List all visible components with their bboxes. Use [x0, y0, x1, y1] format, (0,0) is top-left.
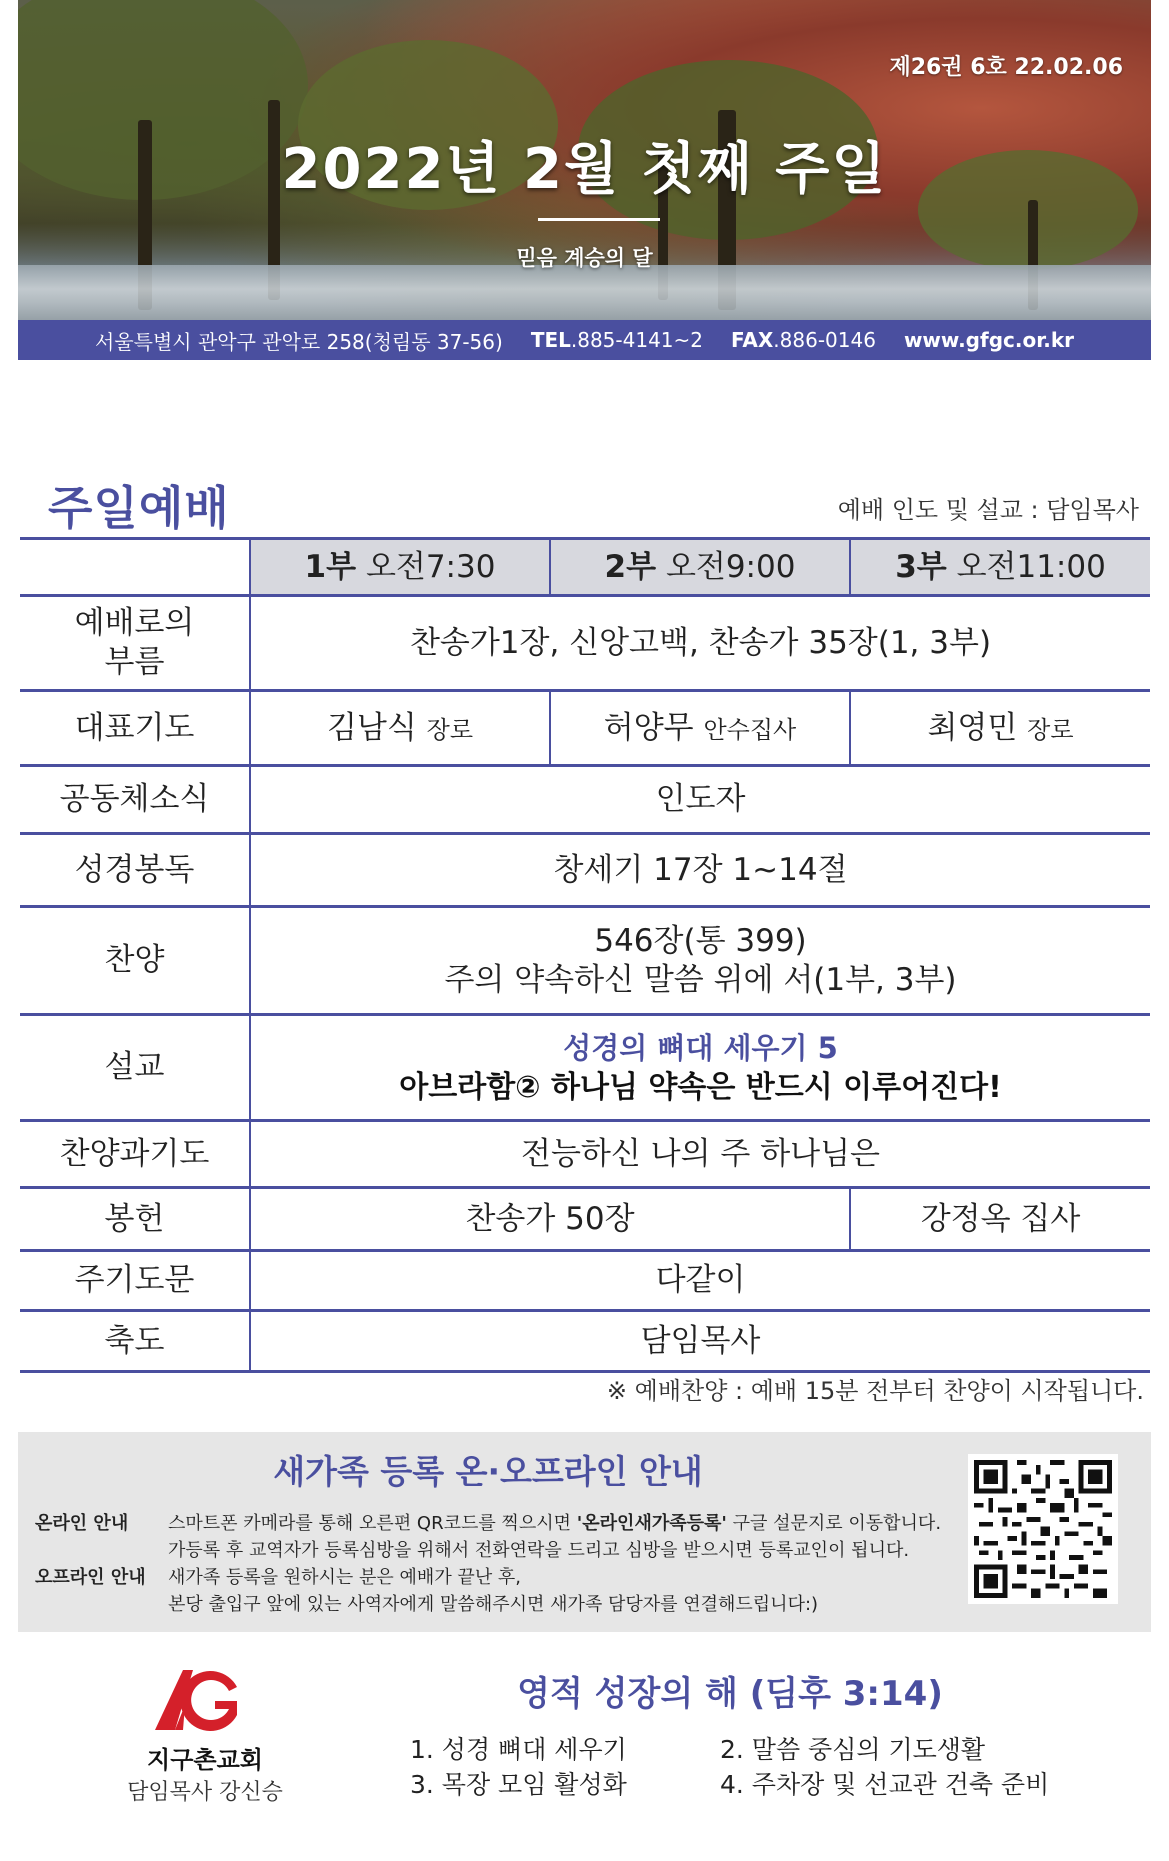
offering-hymn: 찬송가 50장 [250, 1188, 850, 1251]
table-row [20, 766, 1150, 834]
table-corner [20, 539, 250, 596]
sermon-series: 성경의 뼈대 세우기 5 [563, 1030, 838, 1065]
row-label-benediction: 축도 [20, 1311, 250, 1372]
scripture-reading: 창세기 17장 1~14절 [250, 834, 1150, 907]
row-label-hymn: 찬양 [20, 907, 250, 1015]
table-row [20, 1015, 1150, 1121]
hymn: 546장(통 399) 주의 약속하신 말씀 위에 서(1부, 3부) [250, 907, 1150, 1015]
year-theme: 영적 성장의 해 (딤후 3:14) [517, 1674, 943, 1714]
church-name: 지구촌교회 [147, 1746, 263, 1774]
row-label-call: 예배로의 부름 [20, 596, 250, 691]
website-link[interactable]: www.gfgc.or.kr [903, 328, 1074, 352]
online-instructions: 스마트폰 카메라를 통해 오른편 QR코드를 찍으시면 '온라인새가족등록' 구글 설문지로 이동합니다. [168, 1513, 942, 1534]
river [18, 265, 1151, 325]
table-row [20, 907, 1150, 1015]
offline-label: 오프라인 안내 [35, 1567, 146, 1588]
row-label-offering: 봉헌 [20, 1188, 250, 1251]
table-row [20, 691, 1150, 766]
offering-person: 강정옥 집사 [850, 1188, 1150, 1251]
community-news: 인도자 [250, 766, 1150, 834]
row-label-praise-prayer: 찬양과기도 [20, 1121, 250, 1188]
table-row [20, 834, 1150, 907]
page-title: 2022년 2월 첫째 주일 [281, 137, 888, 202]
sermon [250, 1015, 1150, 1121]
call-to-worship: 찬송가1장, 신앙고백, 찬송가 35장(1, 3부) [250, 596, 1150, 691]
registration-title: 새가족 등록 온·오프라인 안내 [273, 1452, 703, 1491]
worship-order-table [20, 537, 1150, 1373]
goal-item: 4. 주차장 및 선교관 건축 준비 [720, 1770, 1050, 1799]
goal-item: 3. 목장 모임 활성화 [410, 1770, 627, 1799]
contact-bar [18, 320, 1151, 360]
service-2-time: 2부 오전9:00 [550, 539, 850, 596]
praise-and-prayer: 전능하신 나의 주 하나님은 [250, 1121, 1150, 1188]
lords-prayer: 다같이 [250, 1251, 1150, 1311]
table-row [20, 1188, 1150, 1251]
online-label: 온라인 안내 [35, 1513, 129, 1534]
service-3-time: 3부 오전11:00 [850, 539, 1150, 596]
row-label-prayer: 대표기도 [20, 691, 250, 766]
offline-instructions: 새가족 등록을 원하시는 분은 예배가 끝난 후, [168, 1567, 522, 1588]
service-times-row [20, 539, 1150, 596]
church-logo-icon [145, 1665, 245, 1735]
prayer-service-1: 김남식 장로 [250, 691, 550, 766]
title-divider [538, 218, 660, 221]
row-label-lords-prayer: 주기도문 [20, 1251, 250, 1311]
registration-qr-code[interactable] [968, 1454, 1118, 1604]
goal-item: 1. 성경 뼈대 세우기 [410, 1735, 627, 1764]
table-row [20, 1251, 1150, 1311]
address: 서울특별시 관악구 관악로 258(청림동 37-56) [95, 329, 503, 354]
table-row [20, 1311, 1150, 1372]
service-1-time: 1부 오전7:30 [250, 539, 550, 596]
row-label-reading: 성경봉독 [20, 834, 250, 907]
offline-instructions-2: 본당 출입구 앞에 있는 사역자에게 말씀해주시면 새가족 담당자를 연결해드립니다:) [168, 1594, 819, 1615]
benediction: 담임목사 [250, 1311, 1150, 1372]
section-title: 주일예배 [48, 481, 230, 535]
table-row [20, 596, 1150, 691]
online-instructions-2: 가등록 후 교역자가 등록심방을 위해서 전화연락을 드리고 심방을 받으시면 등록교인이 됩니다. [168, 1540, 910, 1561]
service-leader: 예배 인도 및 설교 : 담임목사 [837, 496, 1139, 524]
prayer-service-3: 최영민 장로 [850, 691, 1150, 766]
row-label-news: 공동체소식 [20, 766, 250, 834]
worship-note: ※ 예배찬양 : 예배 15분 전부터 찬양이 시작됩니다. [606, 1377, 1144, 1405]
registration-box [18, 1432, 1151, 1632]
header-banner [18, 0, 1151, 360]
fax: FAX.886-0146 [731, 328, 876, 352]
table-row [20, 1121, 1150, 1188]
goal-item: 2. 말씀 중심의 기도생활 [720, 1735, 986, 1764]
phone: TEL.885-4141~2 [530, 328, 704, 352]
senior-pastor: 담임목사 강신승 [127, 1780, 283, 1805]
prayer-service-2: 허양무 안수집사 [550, 691, 850, 766]
sermon-title: 아브라함② 하나님 약속은 반드시 이루어진다! [399, 1069, 1002, 1105]
row-label-sermon: 설교 [20, 1015, 250, 1121]
issue-number: 제26권 6호 22.02.06 [889, 55, 1123, 80]
month-theme: 믿음 계승의 달 [516, 246, 653, 270]
